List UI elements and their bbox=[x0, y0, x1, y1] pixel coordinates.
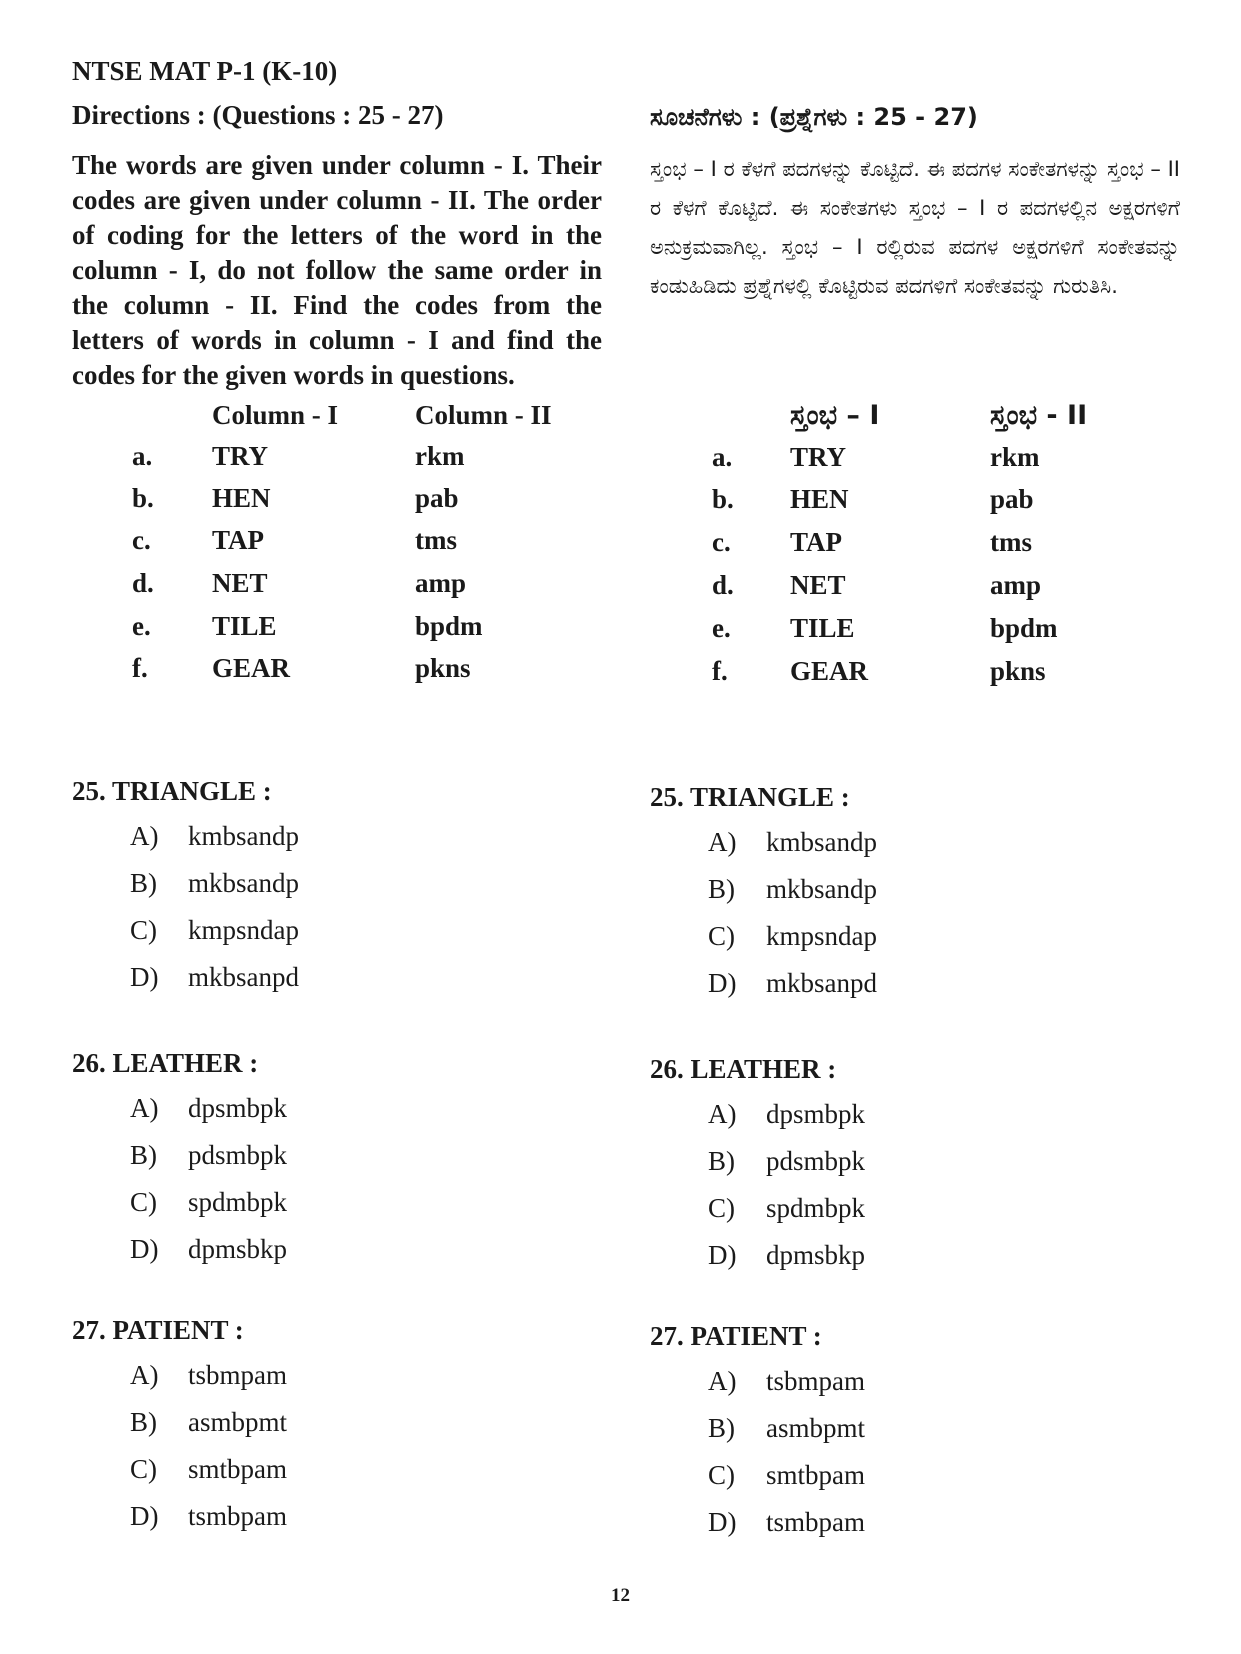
option-c[interactable]: C) kmpsndap bbox=[708, 921, 877, 951]
column-2-header: Column - II bbox=[415, 400, 552, 430]
question-heading: 26. LEATHER : bbox=[650, 1054, 837, 1084]
option-a[interactable]: A) kmbsandp bbox=[708, 827, 877, 857]
option-a[interactable]: A) dpsmbpk bbox=[130, 1093, 288, 1123]
directions-heading-kn: ಸೂಚನೆಗಳು : (ಪ್ರಶ್ನೆಗಳು : 25 - 27) bbox=[650, 103, 978, 131]
question-heading: 27. PATIENT : bbox=[650, 1321, 822, 1351]
option-d[interactable]: D) tsmbpam bbox=[130, 1501, 287, 1531]
directions-heading-en: Directions : (Questions : 25 - 27) bbox=[72, 100, 444, 130]
option-b[interactable]: B) asmbpmt bbox=[708, 1413, 865, 1443]
option-d[interactable]: D) mkbsanpd bbox=[130, 962, 299, 992]
option-b[interactable]: B) asmbpmt bbox=[130, 1407, 287, 1437]
column-2-header: ಸ್ತಂಭ - II bbox=[990, 400, 1088, 431]
question-heading: 25. TRIANGLE : bbox=[72, 776, 272, 806]
option-b[interactable]: B) pdsmbpk bbox=[130, 1140, 288, 1170]
option-c[interactable]: C) spdmbpk bbox=[130, 1187, 288, 1217]
directions-text-en: The words are given under column - I. Their codes are given under column - II. The order of coding for the letters of the word in the column - I, do not follow the same order in the column - II. Find the codes from the letters of words in column - I and find the codes for the given words in questions. bbox=[72, 150, 602, 390]
option-a[interactable]: A) dpsmbpk bbox=[708, 1099, 866, 1129]
question-heading: 26. LEATHER : bbox=[72, 1048, 259, 1078]
option-d[interactable]: D) mkbsanpd bbox=[708, 968, 877, 998]
option-c[interactable]: C) smtbpam bbox=[708, 1460, 865, 1490]
option-a[interactable]: A) tsbmpam bbox=[130, 1360, 287, 1390]
question-heading: 25. TRIANGLE : bbox=[650, 782, 850, 812]
option-c[interactable]: C) smtbpam bbox=[130, 1454, 287, 1484]
column-1-header: ಸ್ತಂಭ – I bbox=[790, 400, 880, 431]
option-a[interactable]: A) tsbmpam bbox=[708, 1366, 865, 1396]
document-title: NTSE MAT P-1 (K-10) bbox=[72, 56, 338, 86]
option-b[interactable]: B) mkbsandp bbox=[130, 868, 299, 898]
question-heading: 27. PATIENT : bbox=[72, 1315, 244, 1345]
option-c[interactable]: C) spdmbpk bbox=[708, 1193, 866, 1223]
option-c[interactable]: C) kmpsndap bbox=[130, 915, 299, 945]
option-b[interactable]: B) pdsmbpk bbox=[708, 1146, 866, 1176]
directions-text-kn: ಸ್ತಂಭ – I ರ ಕೆಳಗೆ ಪದಗಳನ್ನು ಕೊಟ್ಟಿದೆ. ಈ ಪದಗಳ ಸಂಕೇತಗಳನ್ನು ಸ್ತಂಭ – II ರ ಕೆಳಗೆ ಕೊಟ್ಟಿದೆ. ಈ ಸಂಕೇತಗಳು ಸ್ತಂಭ – I ರ ಪದಗಳಲ್ಲಿನ ಅಕ್ಷರಗಳಿಗೆ ಅನುಕ್ರಮವಾಗಿಲ್ಲ. ಸ್ತಂಭ – I ರಲ್ಲಿರುವ ಪದಗಳ ಅಕ್ಷರಗಳಿಗೆ ಸಂಕೇತವನ್ನು ಕಂಡುಹಿಡಿದು ಪ್ರಶ್ನೆಗಳಲ್ಲಿ ಕೊಟ್ಟಿರುವ ಪದಗಳಿಗೆ ಸಂಕೇತವನ್ನು ಗುರುತಿಸಿ. bbox=[650, 157, 1180, 298]
option-b[interactable]: B) mkbsandp bbox=[708, 874, 877, 904]
page-number: 12 bbox=[611, 1585, 630, 1606]
option-d[interactable]: D) dpmsbkp bbox=[130, 1234, 288, 1264]
column-1-header: Column - I bbox=[212, 400, 339, 430]
option-d[interactable]: D) tsmbpam bbox=[708, 1507, 865, 1537]
option-d[interactable]: D) dpmsbkp bbox=[708, 1240, 866, 1270]
option-a[interactable]: A) kmbsandp bbox=[130, 821, 299, 851]
